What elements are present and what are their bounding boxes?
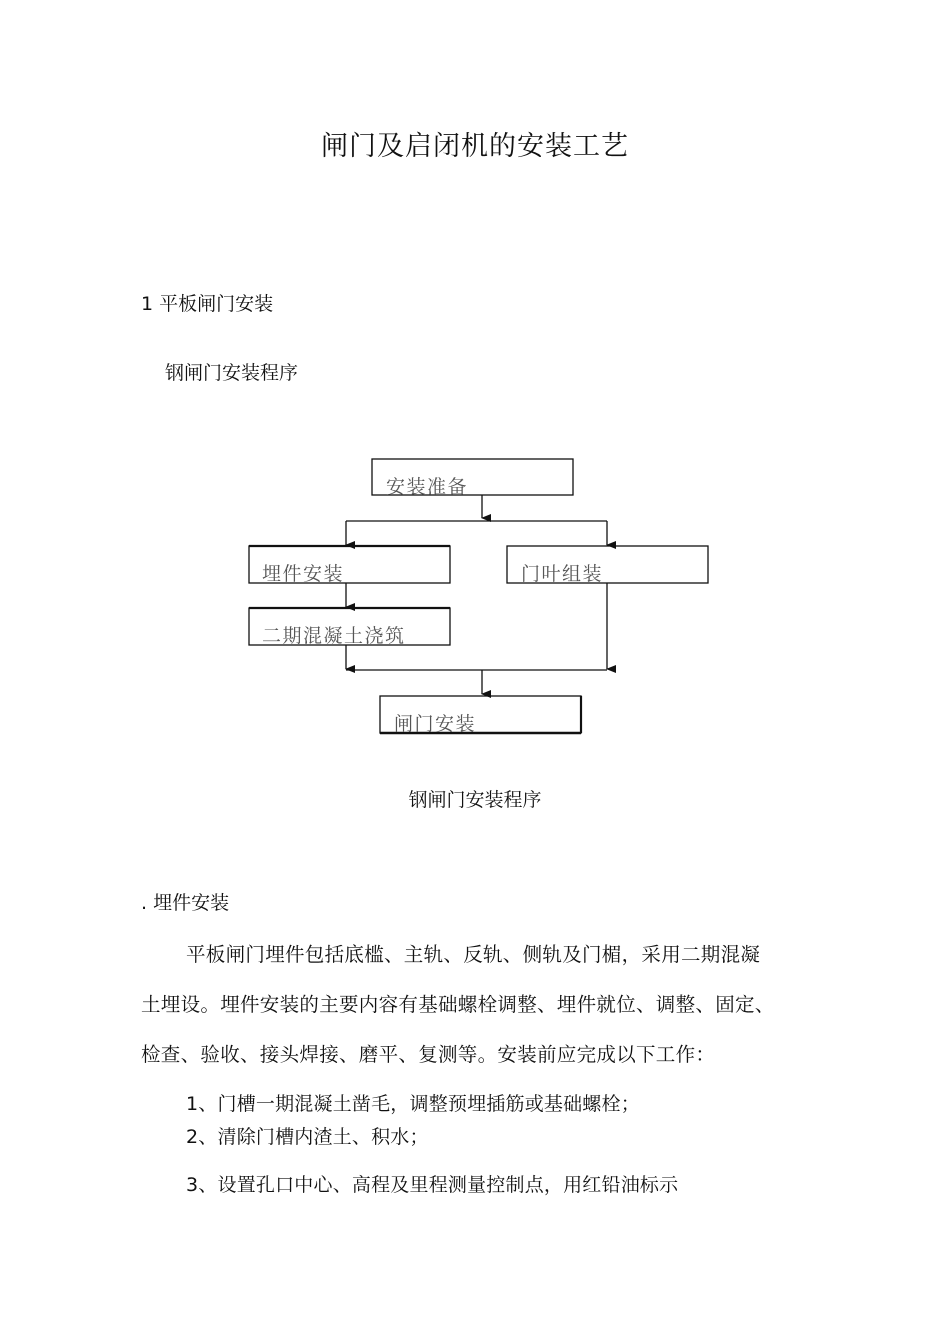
figure-caption: 钢闸门安装程序 — [408, 789, 542, 811]
flow-connectors — [346, 495, 607, 694]
flow-box-prepare — [372, 459, 573, 498]
flow-box-concrete-label: 二期混凝土浇筑 — [262, 625, 406, 647]
sub-heading: 钢闸门安装程序 — [165, 362, 299, 384]
paragraph-line: 土埋设。埋件安装的主要内容有基础螺栓调整、埋件就位、调整、固定、 — [141, 993, 775, 1016]
flow-box-embedded — [249, 546, 450, 585]
list-item: 3、设置孔口中心、高程及里程测量控制点，用红铅油标示 — [186, 1174, 679, 1196]
flow-box-leaf-assembly — [507, 546, 708, 585]
paragraph-line: 平板闸门埋件包括底槛、主轨、反轨、侧轨及门楣，采用二期混凝 — [186, 943, 761, 966]
list-item: 1、门槽一期混凝土凿毛，调整预埋插筋或基础螺栓； — [186, 1093, 640, 1115]
list-item: 2、清除门槽内渣土、积水； — [186, 1126, 429, 1148]
flow-box-gate-install-label: 闸门安装 — [394, 713, 477, 735]
flow-box-prepare-label: 安装准备 — [386, 476, 469, 498]
flow-box-concrete — [249, 608, 450, 647]
flow-box-embedded-label: 埋件安装 — [262, 563, 345, 585]
section-heading: 1 平板闸门安装 — [141, 293, 274, 315]
flow-box-leaf-assembly-label: 门叶组装 — [521, 563, 604, 585]
item-heading: . 埋件安装 — [141, 892, 230, 914]
paragraph-line: 检查、验收、接头焊接、磨平、复测等。安装前应完成以下工作： — [141, 1043, 716, 1066]
document-title: 闸门及启闭机的安装工艺 — [321, 131, 629, 162]
flow-box-gate-install — [380, 696, 581, 735]
